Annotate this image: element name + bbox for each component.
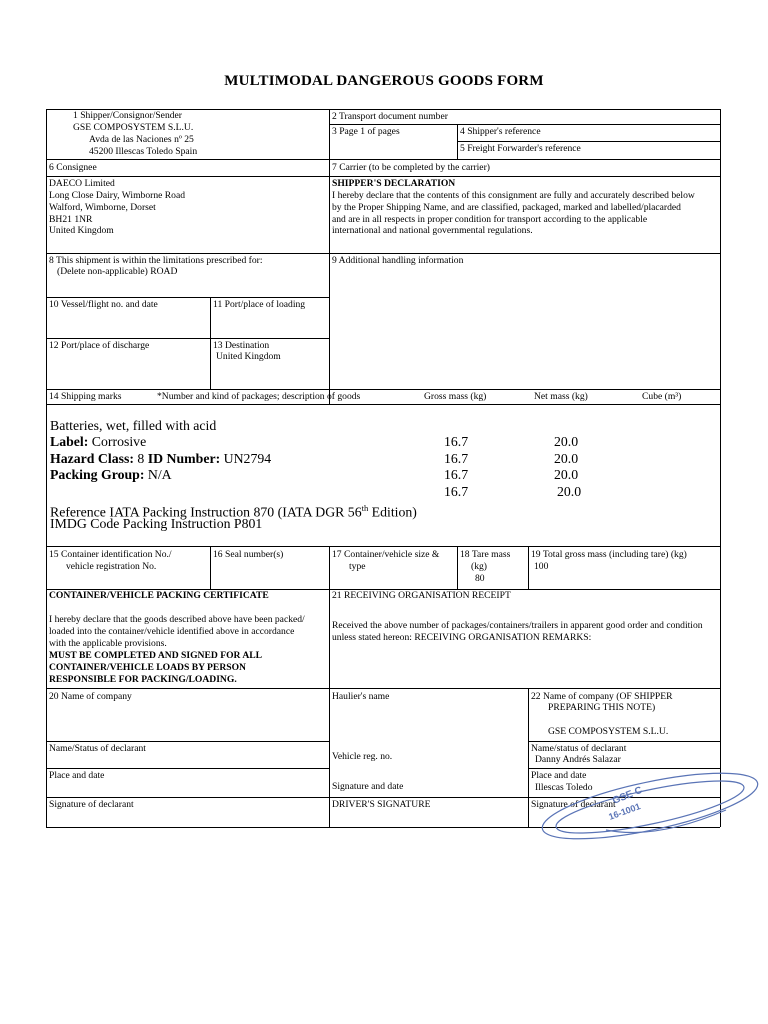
shippers-declaration-line: and are in all respects in proper condition for transport according to the applicable xyxy=(332,214,648,225)
container-size-label-1: 17 Container/vehicle size & xyxy=(332,549,440,560)
company-22-label-2: PREPARING THIS NOTE) xyxy=(548,702,656,713)
shippers-declaration-line: by the Proper Shipping Name, and are classified, packaged, marked and labelled/placarded xyxy=(332,202,681,213)
row-line xyxy=(46,546,720,547)
company-name-label: 20 Name of company xyxy=(49,691,132,702)
row-line xyxy=(46,253,720,254)
vessel-flight-label: 10 Vessel/flight no. and date xyxy=(49,299,158,310)
limitations-line-2: (Delete non-applicable) ROAD xyxy=(57,266,178,277)
signature-date-label: Signature and date xyxy=(332,781,404,792)
signature-label-right: Signature of declarant xyxy=(531,799,616,810)
shipper-address-2: 45200 Illescas Toledo Spain xyxy=(89,146,198,157)
stamp-outline xyxy=(537,770,762,842)
row-line xyxy=(46,768,329,769)
packing-group-value: N/A xyxy=(144,467,172,482)
hazard-class-key: Hazard Class: xyxy=(50,451,134,466)
drivers-signature-label: DRIVER'S SIGNATURE xyxy=(332,799,431,810)
receipt-line: unless stated hereon: RECEIVING ORGANISATION REMARKS: xyxy=(332,632,592,643)
consignee-label: 6 Consignee xyxy=(49,162,97,173)
stamp-text-2: 16-1001 xyxy=(607,801,642,822)
consignee-line: BH21 1NR xyxy=(49,214,93,225)
net-mass-value: 20.0 xyxy=(557,484,582,499)
column-line xyxy=(457,546,458,589)
packing-certificate-line: I hereby declare that the goods described above have been packed/ xyxy=(49,614,305,625)
total-gross-mass-label: 19 Total gross mass (including tare) (kg) xyxy=(531,549,687,560)
goods-packing-line xyxy=(50,467,172,484)
goods-hazard-line xyxy=(50,451,271,468)
row-line xyxy=(46,297,329,298)
form-title: MULTIMODAL DANGEROUS GOODS FORM xyxy=(224,73,544,89)
cube-header: Cube (m³) xyxy=(642,391,682,402)
row-line xyxy=(528,741,720,742)
id-number-value: UN2794 xyxy=(220,451,272,466)
column-line xyxy=(329,546,330,827)
column-line xyxy=(457,124,458,159)
port-loading-label: 11 Port/place of loading xyxy=(213,299,306,310)
place-value: Illescas Toledo xyxy=(535,782,593,793)
row-line xyxy=(46,688,720,689)
packing-certificate-bold-line: RESPONSIBLE FOR PACKING/LOADING. xyxy=(49,674,237,685)
row-line xyxy=(46,389,720,390)
goods-label-line xyxy=(50,434,146,451)
column-line xyxy=(528,688,529,827)
page-label: 3 Page 1 of pages xyxy=(332,126,400,137)
company-22-value: GSE COMPOSYSTEM S.L.U. xyxy=(548,726,669,737)
total-gross-mass-value: 100 xyxy=(534,561,549,572)
table-border-left xyxy=(46,109,47,827)
consignee-line: United Kingdom xyxy=(49,225,114,236)
iata-reference-superscript: th xyxy=(361,503,369,513)
freight-forwarder-reference-label: 5 Freight Forwarder's reference xyxy=(460,143,581,154)
shipper-address-1: Avda de las Naciones nº 25 xyxy=(89,134,194,145)
declarant-name: Danny Andrés Salazar xyxy=(535,754,621,765)
iata-reference-text: Reference IATA Packing Instruction 870 (IATA DGR 56 xyxy=(50,504,362,520)
goods-description: Batteries, wet, filled with acid xyxy=(50,418,217,433)
column-line xyxy=(329,109,330,404)
tare-mass-label-1: 18 Tare mass xyxy=(460,549,511,560)
destination-value: United Kingdom xyxy=(216,351,281,362)
consignee-line: Long Close Dairy, Wimborne Road xyxy=(49,190,186,201)
seal-numbers-label: 16 Seal number(s) xyxy=(213,549,284,560)
place-date-label-right: Place and date xyxy=(531,770,587,781)
column-line xyxy=(210,297,211,389)
limitations-line-1: 8 This shipment is within the limitations prescribed for: xyxy=(49,255,263,266)
iata-reference-edition: Edition) xyxy=(368,504,417,520)
transport-doc-label: 2 Transport document number xyxy=(332,111,448,122)
goods-description-header: *Number and kind of packages; description of goods xyxy=(157,391,361,402)
consignee-line: DAECO Limited xyxy=(49,178,115,189)
shippers-declaration-line: international and national governmental regulations. xyxy=(332,225,533,236)
container-size-label-2: type xyxy=(349,561,366,572)
consignee-line: Walford, Wimborne, Dorset xyxy=(49,202,156,213)
gross-mass-value: 16.7 xyxy=(444,484,469,499)
row-line xyxy=(46,176,720,177)
hauliers-name-label: Haulier's name xyxy=(332,691,390,702)
gross-mass-header: Gross mass (kg) xyxy=(424,391,487,402)
name-status-label-left: Name/Status of declarant xyxy=(49,743,146,754)
table-border-right xyxy=(720,109,721,827)
container-id-label-1: 15 Container identification No./ xyxy=(49,549,172,560)
packing-certificate-bold-line: MUST BE COMPLETED AND SIGNED FOR ALL xyxy=(49,650,263,661)
row-line xyxy=(46,741,329,742)
row-line xyxy=(329,124,720,125)
carrier-label: 7 Carrier (to be completed by the carrier) xyxy=(332,162,490,173)
net-mass-value: 20.0 xyxy=(554,434,579,449)
place-date-label-left: Place and date xyxy=(49,770,105,781)
receipt-heading: 21 RECEIVING ORGANISATION RECEIPT xyxy=(332,590,511,601)
shippers-declaration-line: I hereby declare that the contents of this consignment are fully and accurately described below xyxy=(332,190,695,201)
row-line xyxy=(457,141,720,142)
shipping-marks-header: 14 Shipping marks xyxy=(49,391,122,402)
tare-mass-value: 80 xyxy=(475,573,485,584)
net-mass-value: 20.0 xyxy=(554,467,579,482)
packing-certificate-line: with the applicable provisions. xyxy=(49,638,167,649)
row-line xyxy=(46,338,329,339)
row-line xyxy=(46,404,720,405)
column-line xyxy=(528,546,529,589)
additional-handling-label: 9 Additional handling information xyxy=(332,255,464,266)
packing-certificate-line: loaded into the container/vehicle identified above in accordance xyxy=(49,626,295,637)
gross-mass-value: 16.7 xyxy=(444,434,469,449)
packing-certificate-bold-line: CONTAINER/VEHICLE LOADS BY PERSON xyxy=(49,662,246,673)
hazard-class-value: 8 xyxy=(133,451,148,466)
id-number-key: ID Number: xyxy=(147,451,221,466)
container-id-label-2: vehicle registration No. xyxy=(66,561,157,572)
gross-mass-value: 16.7 xyxy=(444,451,469,466)
destination-label: 13 Destination xyxy=(213,340,270,351)
shipper-label: 1 Shipper/Consignor/Sender xyxy=(73,110,182,121)
row-line xyxy=(46,159,720,160)
shipper-name: GSE COMPOSYSTEM S.L.U. xyxy=(73,122,194,133)
label-key: Label: xyxy=(50,434,89,449)
packing-group-key: Packing Group: xyxy=(50,467,145,482)
shippers-reference-label: 4 Shipper's reference xyxy=(460,126,541,137)
company-stamp xyxy=(536,770,764,842)
net-mass-value: 20.0 xyxy=(554,451,579,466)
net-mass-header: Net mass (kg) xyxy=(534,391,588,402)
row-line xyxy=(528,768,720,769)
gross-mass-value: 16.7 xyxy=(444,467,469,482)
stamp-text-1: GSE C xyxy=(611,784,644,807)
label-value: Corrosive xyxy=(88,434,147,449)
column-line xyxy=(210,546,211,589)
packing-certificate-heading: CONTAINER/VEHICLE PACKING CERTIFICATE xyxy=(49,590,269,601)
tare-mass-label-2: (kg) xyxy=(471,561,487,572)
name-status-label-right: Name/status of declarant xyxy=(531,743,627,754)
signature-label-left: Signature of declarant xyxy=(49,799,134,810)
port-discharge-label: 12 Port/place of discharge xyxy=(49,340,150,351)
imdg-reference: IMDG Code Packing Instruction P801 xyxy=(50,516,263,531)
receipt-line: Received the above number of packages/containers/trailers in apparent good order and condition xyxy=(332,620,703,631)
vehicle-reg-label: Vehicle reg. no. xyxy=(332,751,393,762)
shippers-declaration-heading: SHIPPER'S DECLARATION xyxy=(332,178,456,189)
company-22-label-1: 22 Name of company (OF SHIPPER xyxy=(531,691,673,702)
